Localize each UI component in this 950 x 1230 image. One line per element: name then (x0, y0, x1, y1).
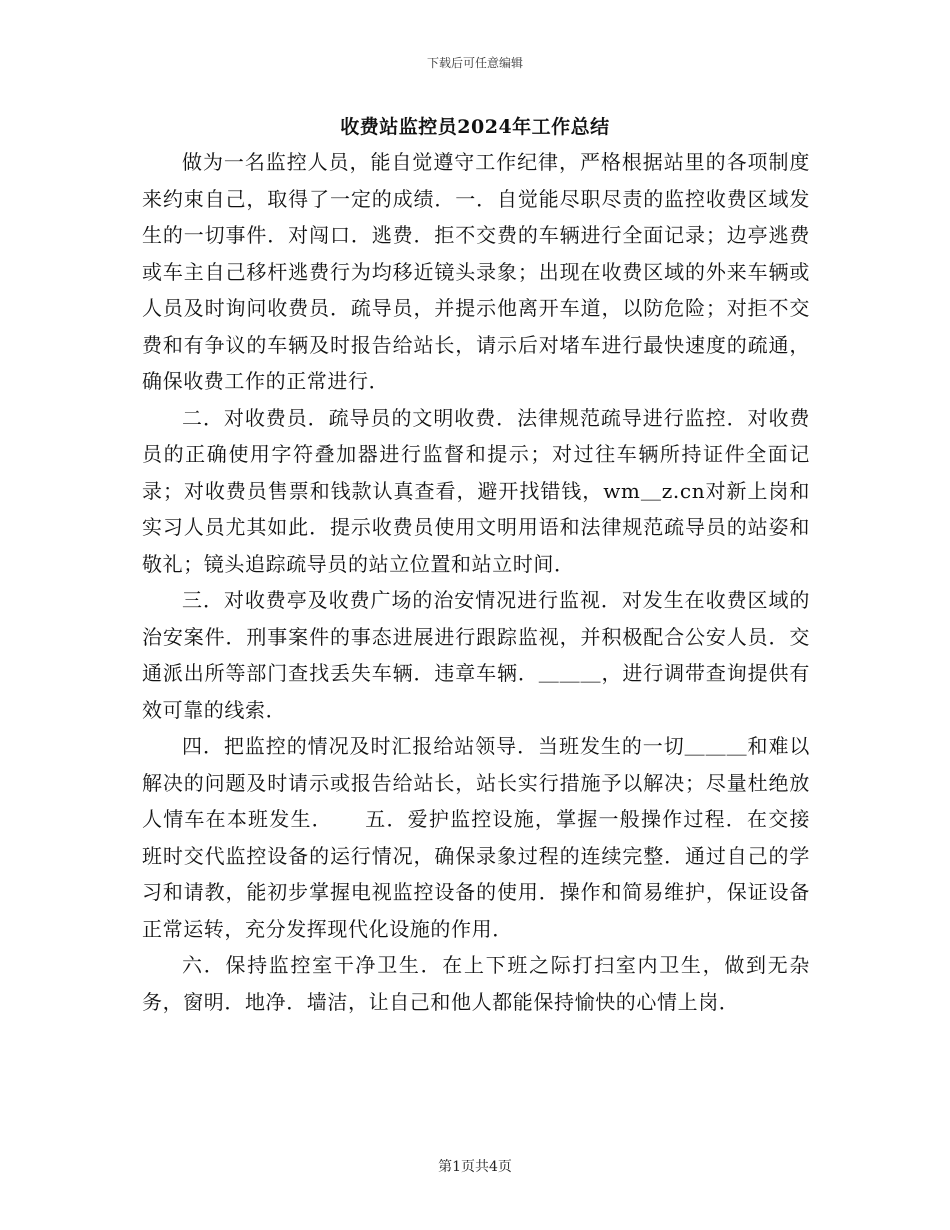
paragraph-2: 二．对收费员．疏导员的文明收费．法律规范疏导进行监控．对收费员的正确使用字符叠加器进行监督和提示；对过往车辆所持证件全面记录；对收费员售票和钱款认真查看，避开找错钱，wm＿z.cn对新上岗和实习人员尤其如此．提示收费员使用文明用语和法律规范疏导员的站姿和敬礼；镜头追踪疏导员的站立位置和站立时间． (142, 405, 810, 576)
document-title: 收费站监控员2024年工作总结 (340, 116, 610, 138)
paragraph-1: 做为一名监控人员，能自觉遵守工作纪律，严格根据站里的各项制度来约束自己，取得了一定的成绩．一．自觉能尽职尽责的监控收费区域发生的一切事件．对闯口．逃费．拒不交费的车辆进行全面记录；边亭逃费或车主自己移杆逃费行为均移近镜头录象；出现在收费区域的外来车辆或人员及时询问收费员．疏导员，并提示他离开车道，以防危险；对拒不交费和有争议的车辆及时报告给站长，请示后对堵车进行最快速度的疏通，确保收费工作的正常进行． (142, 150, 810, 393)
paragraph-4: 四．把监控的情况及时汇报给站领导．当班发生的一切＿＿＿和难以解决的问题及时请示或报告给站长，站长实行措施予以解决；尽量杜绝放人情车在本班发生． 五．爱护监控设施，掌握一般操作过程．在交接班时交代监控设备的运行情况，确保录象过程的连续完整．通过自己的学习和请教，能初步掌握电视监控设备的使用．操作和简易维护，保证设备正常运转，充分发挥现代化设施的作用． (142, 734, 810, 941)
page-number: 第1页共4页 (438, 1159, 512, 1175)
paragraph-5: 六．保持监控室干净卫生．在上下班之际打扫室内卫生，做到无杂务，窗明．地净．墙洁，让自己和他人都能保持愉快的心情上岗． (142, 953, 810, 1014)
paragraph-3: 三．对收费亭及收费广场的治安情况进行监视．对发生在收费区域的治安案件．刑事案件的事态进展进行跟踪监视，并积极配合公安人员．交通派出所等部门查找丢失车辆．违章车辆．＿＿＿，进行调带查询提供有效可靠的线索． (142, 588, 810, 722)
document-body (142, 144, 810, 1020)
page-header-note: 下载后可任意编辑 (426, 56, 523, 70)
